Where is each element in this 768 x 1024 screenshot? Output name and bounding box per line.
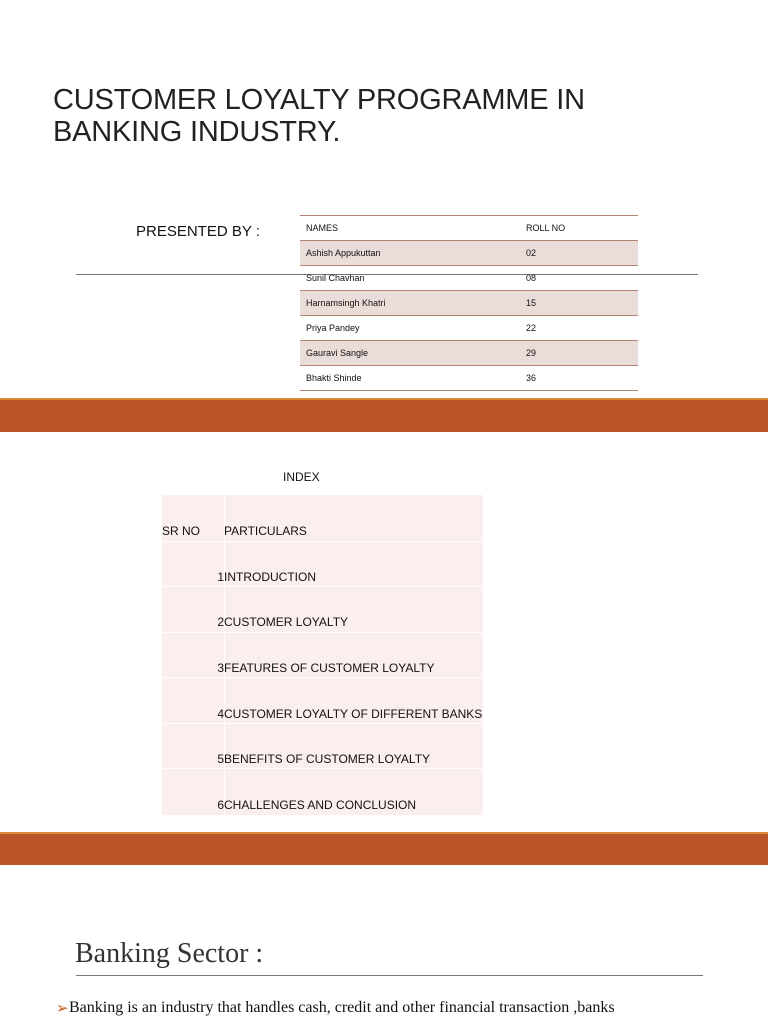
- arrow-bullet-icon: ➢: [56, 1000, 69, 1017]
- table-row: [300, 291, 638, 316]
- index-particular: CUSTOMER LOYALTY OF DIFFERENT BANKS: [224, 707, 483, 721]
- presenter-roll: 36: [520, 366, 638, 391]
- index-row-divider: [162, 768, 483, 769]
- index-table-background: [162, 495, 483, 815]
- index-particular: FEATURES OF CUSTOMER LOYALTY: [224, 661, 435, 675]
- index-particular: CHALLENGES AND CONCLUSION: [224, 798, 417, 812]
- slide-separator-band: [0, 833, 768, 865]
- index-sr-number: 4: [217, 707, 224, 721]
- index-heading: INDEX: [283, 470, 320, 484]
- index-row-divider: [162, 632, 483, 633]
- presenters-table: [300, 215, 638, 391]
- index-header-sr-no: SR NO: [162, 524, 201, 538]
- table-row: [300, 241, 638, 266]
- header-names: NAMES: [300, 216, 520, 241]
- presenter-roll: 22: [520, 316, 638, 341]
- presented-by-label: PRESENTED BY :: [136, 223, 260, 240]
- index-sr-number: 1: [217, 570, 224, 584]
- presenter-name: Priya Pandey: [300, 316, 520, 341]
- index-row-divider: [162, 677, 483, 678]
- presenter-roll: 08: [520, 266, 638, 291]
- header-roll-no: ROLL NO: [520, 216, 638, 241]
- banking-sector-title: Banking Sector :: [75, 938, 264, 969]
- presenter-name: Harnamsingh Khatri: [300, 291, 520, 316]
- index-row-divider: [162, 541, 483, 542]
- presenter-name: Bhakti Shinde: [300, 366, 520, 391]
- index-particular: CUSTOMER LOYALTY: [224, 615, 349, 629]
- index-particular: INTRODUCTION: [224, 570, 316, 584]
- index-sr-number: 2: [217, 615, 224, 629]
- banking-title-divider: [76, 975, 703, 976]
- index-row-divider: [162, 723, 483, 724]
- table-row: [300, 366, 638, 391]
- presenter-roll: 15: [520, 291, 638, 316]
- banking-bullet-text: Banking is an industry that handles cash, credit and other financial transaction ,banks: [69, 999, 615, 1016]
- table-row: [300, 266, 638, 291]
- table-row: [300, 316, 638, 341]
- index-column-divider: [224, 495, 225, 815]
- index-row-divider: [162, 586, 483, 587]
- presenter-roll: 29: [520, 341, 638, 366]
- index-sr-number: 5: [217, 752, 224, 766]
- index-sr-number: 3: [217, 661, 224, 675]
- slide-title: CUSTOMER LOYALTY PROGRAMME IN BANKING INDUSTRY.: [53, 84, 585, 148]
- slide-separator-highlight: [0, 398, 768, 400]
- presenter-name: Sunil Chavhan: [300, 266, 520, 291]
- index-sr-number: 6: [217, 798, 224, 812]
- index-particular: BENEFITS OF CUSTOMER LOYALTY: [224, 752, 431, 766]
- presenter-name: Ashish Appukuttan: [300, 241, 520, 266]
- presenter-name: Gauravi Sangle: [300, 341, 520, 366]
- table-header-row: [300, 216, 638, 241]
- slide-separator-band: [0, 399, 768, 432]
- presenter-roll: 02: [520, 241, 638, 266]
- slide-separator-highlight: [0, 832, 768, 834]
- index-header-particulars: PARTICULARS: [224, 524, 307, 538]
- table-row: [300, 341, 638, 366]
